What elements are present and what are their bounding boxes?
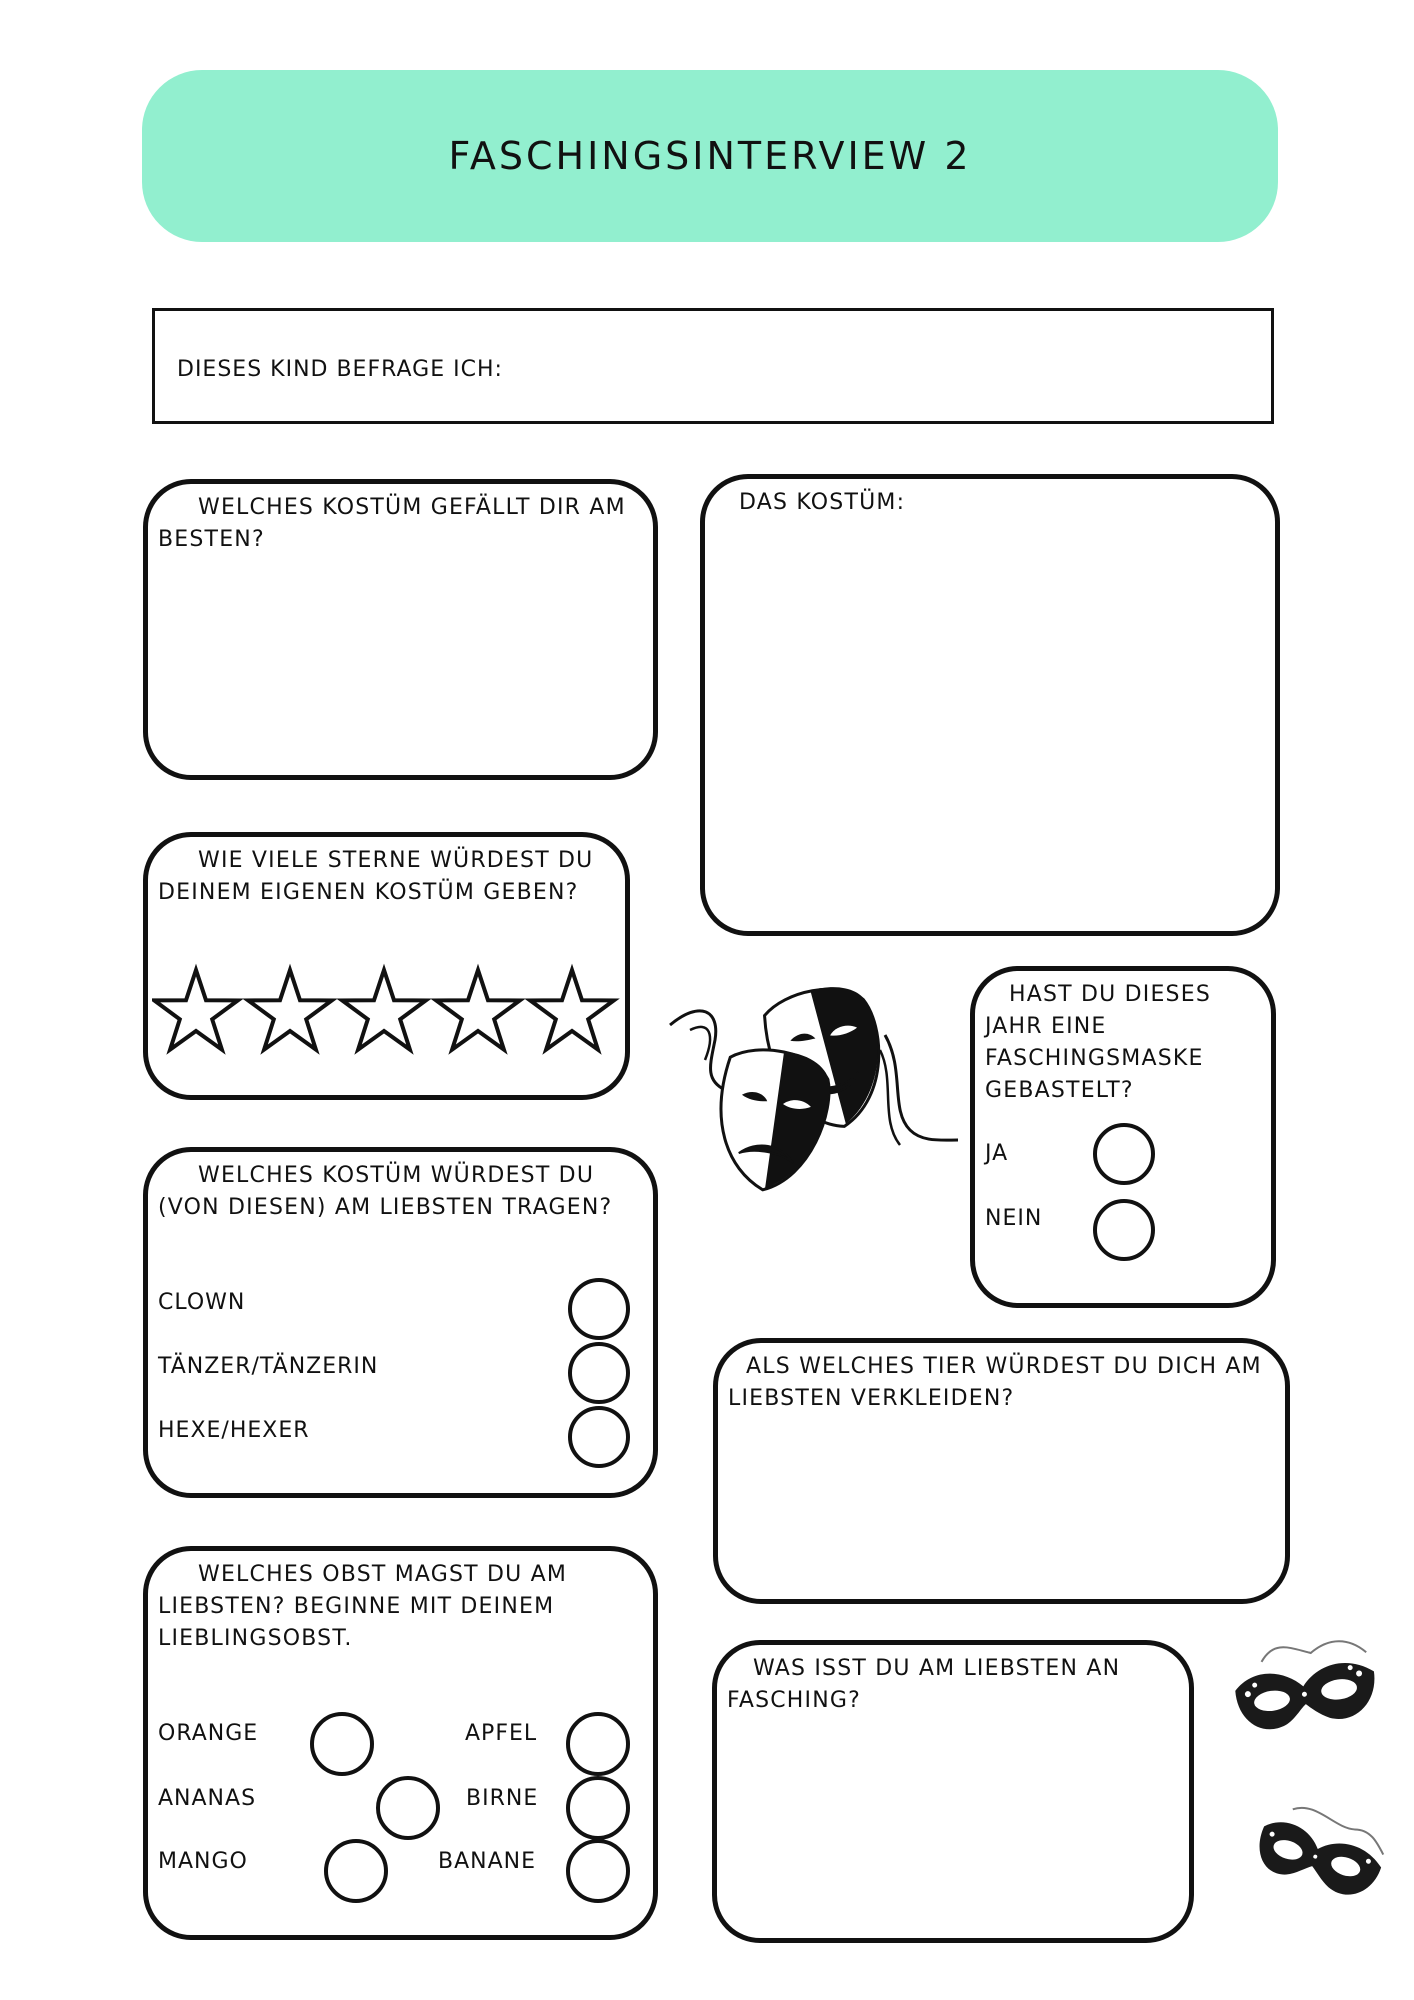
star-rating-card [143, 832, 630, 1100]
fruit-option-pineapple-label: ANANAS [158, 1786, 257, 1811]
wear-option-dancer-label: TÄNZER/TÄNZERIN [158, 1354, 379, 1379]
star-icon[interactable] [154, 970, 238, 1050]
fruit-option-banana-label: BANANE [438, 1849, 537, 1874]
mask-option-yes-label: JA [985, 1141, 1009, 1166]
fruit-option-banana-circle[interactable] [566, 1839, 630, 1903]
wear-costume-question: WELCHES KOSTÜM WÜRDEST DU (VON DIESEN) AM LIEBSTEN TRAGEN? [158, 1163, 613, 1220]
favorite-costume-card[interactable] [143, 479, 658, 780]
star-rating [152, 962, 622, 1062]
fruit-option-apple-circle[interactable] [566, 1712, 630, 1776]
wear-option-witch-label: HEXE/HEXER [158, 1418, 310, 1443]
carnival-mask-icon [1226, 1636, 1386, 1746]
fruit-option-orange-label: ORANGE [158, 1721, 259, 1746]
carnival-mask-icon [1250, 1800, 1390, 1910]
wear-option-clown-label: CLOWN [158, 1290, 246, 1315]
fruit-option-orange-circle[interactable] [310, 1712, 374, 1776]
animal-costume-question: ALS WELCHES TIER WÜRDEST DU DICH AM LIEBSTEN VERKLEIDEN? [728, 1354, 1262, 1411]
costume-drawing-label: DAS KOSTÜM: [739, 490, 906, 515]
costume-drawing-card[interactable] [700, 474, 1280, 936]
fruit-card [143, 1546, 658, 1940]
page-title: FASCHINGSINTERVIEW 2 [448, 134, 972, 178]
mask-question: HAST DU DIESES JAHR EINE FASCHINGSMASKE GEBASTELT? [985, 982, 1211, 1103]
star-rating-question: WIE VIELE STERNE WÜRDEST DU DEINEM EIGENEN KOSTÜM GEBEN? [158, 848, 594, 905]
star-icon[interactable] [248, 970, 332, 1050]
fruit-option-mango-circle[interactable] [324, 1839, 388, 1903]
star-icon[interactable] [342, 970, 426, 1050]
mask-option-yes-circle[interactable] [1093, 1123, 1155, 1185]
wear-option-witch-circle[interactable] [568, 1406, 630, 1468]
name-field[interactable] [152, 308, 1274, 424]
title-banner [142, 70, 1278, 242]
fruit-question: WELCHES OBST MAGST DU AM LIEBSTEN? BEGINNE MIT DEINEM LIEBLINGSOBST. [158, 1562, 568, 1651]
animal-costume-card[interactable] [713, 1338, 1290, 1604]
mask-question-card [970, 966, 1276, 1308]
fasching-food-question: WAS ISST DU AM LIEBSTEN AN FASCHING? [727, 1656, 1121, 1713]
fruit-option-pear-label: BIRNE [466, 1786, 539, 1811]
mask-option-no-label: NEIN [985, 1206, 1043, 1231]
favorite-costume-question: WELCHES KOSTÜM GEFÄLLT DIR AM BESTEN? [158, 495, 626, 552]
star-icon[interactable] [530, 970, 614, 1050]
fruit-option-mango-label: MANGO [158, 1849, 248, 1874]
wear-option-dancer-circle[interactable] [568, 1342, 630, 1404]
fruit-option-apple-label: APFEL [465, 1721, 538, 1746]
star-icon[interactable] [436, 970, 520, 1050]
theater-masks-icon [660, 980, 960, 1195]
wear-option-clown-circle[interactable] [568, 1278, 630, 1340]
wear-costume-card [143, 1147, 658, 1498]
fasching-food-card[interactable] [712, 1640, 1194, 1943]
fruit-option-pear-circle[interactable] [566, 1776, 630, 1840]
mask-option-no-circle[interactable] [1093, 1199, 1155, 1261]
fruit-option-pineapple-circle[interactable] [376, 1776, 440, 1840]
name-field-label: DIESES KIND BEFRAGE ICH: [177, 357, 503, 382]
